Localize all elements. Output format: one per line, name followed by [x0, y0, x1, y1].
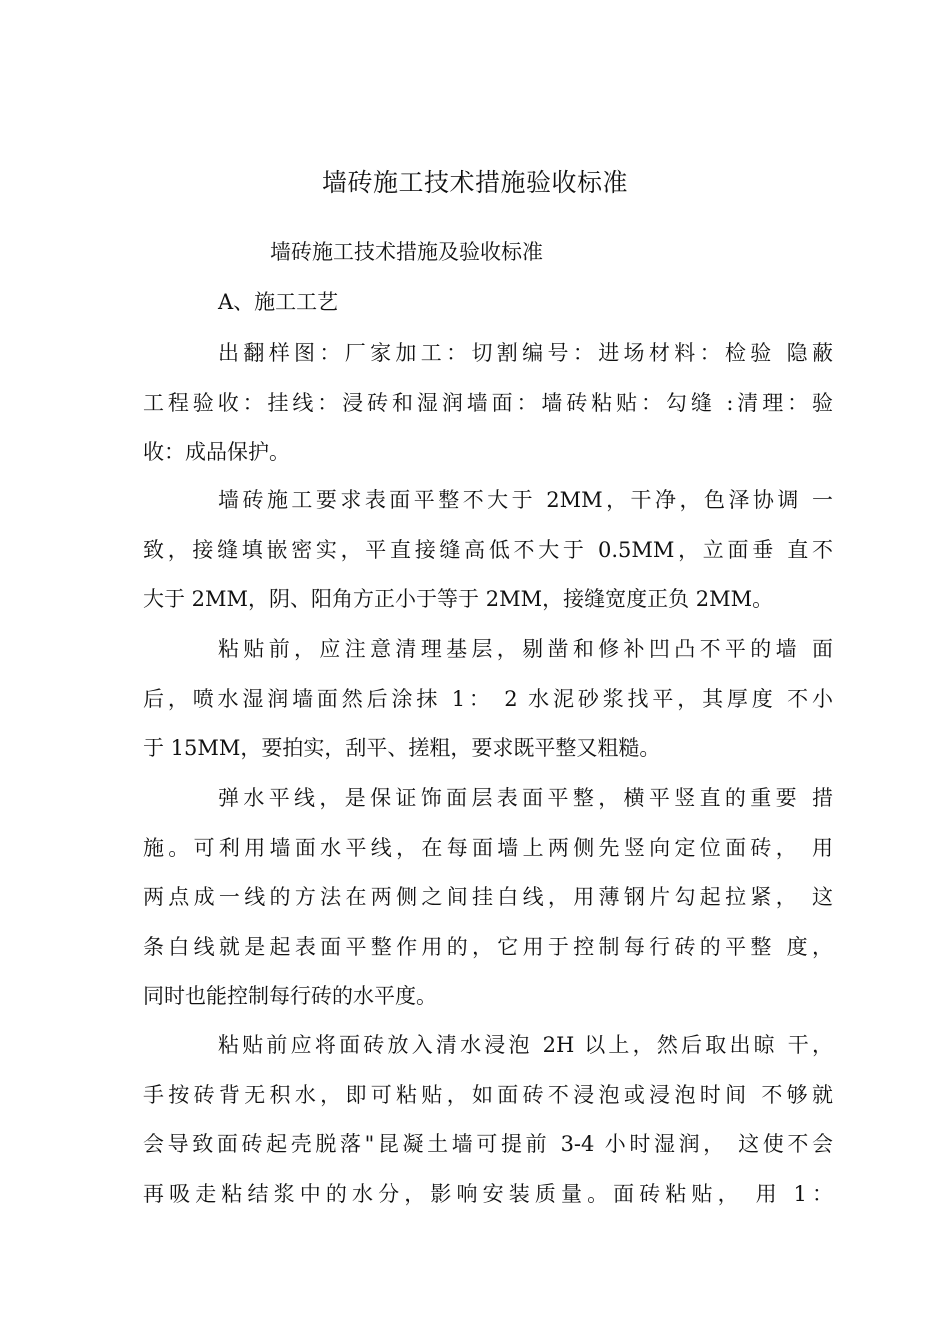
section-heading: A、施工工艺	[218, 290, 339, 314]
paragraph-line: 粘贴前应将面砖放入清水浸泡 2H 以上，然后取出晾 干，	[218, 1033, 833, 1057]
paragraph-line: 后，喷水湿润墙面然后涂抹 1： 2 水泥砂浆找平，其厚度 不小	[143, 686, 833, 711]
paragraph-tile-soaking	[143, 1021, 833, 1219]
paragraph-line: 出翻样图：厂家加工：切割编号：进场材料：检验 隐蔽	[218, 341, 833, 365]
paragraph-base-preparation	[143, 625, 833, 774]
paragraph-line: 致，接缝填嵌密实，平直接缝高低不大于 0.5MM，立面垂 直不	[143, 537, 833, 562]
paragraph-line: 弹水平线，是保证饰面层表面平整，横平竖直的重要 措	[218, 786, 833, 810]
paragraph-tile-requirements	[143, 476, 833, 625]
document-subtitle: 墙砖施工技术措施及验收标准	[270, 240, 543, 264]
paragraph-line: 施。可利用墙面水平线，在每面墙上两侧先竖向定位面砖， 用	[143, 835, 833, 860]
paragraph-line: 再吸走粘结浆中的水分，影响安装质量。面砖粘贴， 用 1：	[143, 1181, 833, 1206]
paragraph-process-steps	[143, 329, 833, 478]
paragraph-line: 粘贴前，应注意清理基层，剔凿和修补凹凸不平的墙 面	[218, 637, 833, 661]
paragraph-line: 两点成一线的方法在两侧之间挂白线，用薄钢片勾起拉紧， 这	[143, 885, 833, 909]
paragraph-line: 收：成品保护。	[143, 440, 290, 464]
paragraph-line: 同时也能控制每行砖的水平度。	[143, 984, 437, 1008]
paragraph-line: 于 15MM，要拍实，刮平、搓粗，要求既平整又粗糙。	[143, 736, 661, 760]
paragraph-line: 工程验收：挂线：浸砖和湿润墙面：墙砖粘贴：勾缝 :清理：验	[143, 390, 833, 415]
paragraph-line: 大于 2MM，阴、阳角方正小于等于 2MM，接缝宽度正负 2MM。	[143, 587, 774, 611]
paragraph-level-line	[143, 774, 833, 1022]
paragraph-line: 墙砖施工要求表面平整不大于 2MM，干净，色泽协调 一	[218, 488, 833, 512]
paragraph-line: 会导致面砖起壳脱落"昆凝土墙可提前 3-4 小时湿润， 这使不会	[143, 1132, 833, 1156]
document-title: 墙砖施工技术措施验收标准	[321, 168, 628, 197]
paragraph-line: 条白线就是起表面平整作用的，它用于控制每行砖的平整 度，	[143, 934, 833, 959]
paragraph-line: 手按砖背无积水，即可粘贴，如面砖不浸泡或浸泡时间 不够就	[143, 1082, 833, 1107]
